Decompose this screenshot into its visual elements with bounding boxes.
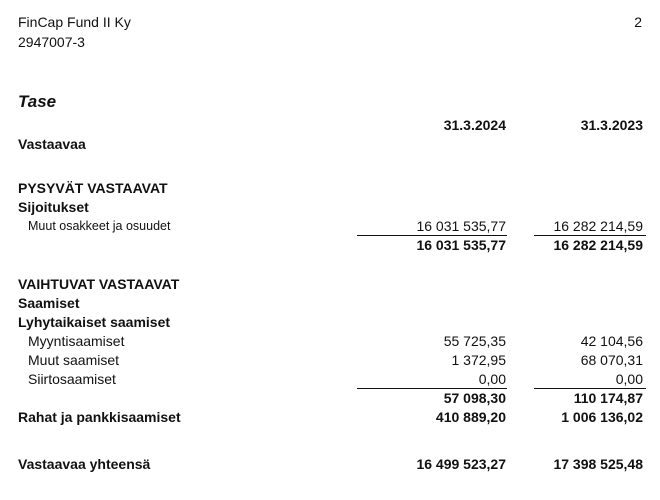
trade-receivables-2023: 42 104,56: [580, 333, 643, 349]
subtotal-rule: [357, 235, 507, 236]
fixed-assets-subtotal-2024: 16 031 535,77: [416, 237, 506, 253]
accrued-income-2024: 0,00: [478, 371, 506, 387]
subtotal-rule: [357, 388, 507, 389]
company-name: FinCap Fund II Ky: [18, 14, 131, 30]
trade-receivables-label: Myyntisaamiset: [28, 333, 125, 349]
cash-label: Rahat ja pankkisaamiset: [18, 409, 181, 425]
subtotal-rule: [534, 388, 646, 389]
other-receivables-label: Muut saamiset: [28, 352, 120, 368]
other-shares-2023: 16 282 214,59: [553, 218, 643, 234]
total-2024: 16 499 523,27: [416, 456, 506, 472]
accrued-income-2023: 0,00: [615, 371, 643, 387]
other-shares-label: Muut osakkeet ja osuudet: [28, 219, 171, 233]
other-receivables-2024: 1 372,95: [451, 352, 506, 368]
current-assets-heading: VAIHTUVAT VASTAAVAT: [18, 276, 180, 292]
page-number: 2: [634, 14, 642, 30]
fixed-assets-subtotal-2023: 16 282 214,59: [553, 237, 643, 253]
business-id: 2947007-3: [18, 34, 85, 50]
cash-2023: 1 006 136,02: [561, 409, 643, 425]
section-heading: Vastaavaa: [18, 136, 86, 152]
other-shares-2024: 16 031 535,77: [416, 218, 506, 234]
receivables-subtotal-2024: 57 098,30: [443, 390, 506, 406]
column-header-2024: 31.3.2024: [443, 117, 506, 133]
page-title: Tase: [18, 92, 57, 111]
cash-2024: 410 889,20: [435, 409, 506, 425]
receivables-heading: Saamiset: [18, 295, 80, 311]
total-label: Vastaavaa yhteensä: [18, 456, 151, 472]
accrued-income-label: Siirtosaamiset: [28, 371, 116, 387]
receivables-subtotal-2023: 110 174,87: [573, 390, 643, 406]
trade-receivables-2024: 55 725,35: [443, 333, 506, 349]
investments-heading: Sijoitukset: [18, 199, 89, 215]
total-2023: 17 398 525,48: [553, 456, 643, 472]
column-header-2023: 31.3.2023: [580, 117, 643, 133]
fixed-assets-heading: PYSYVÄT VASTAAVAT: [18, 180, 168, 196]
other-receivables-2023: 68 070,31: [580, 352, 643, 368]
short-term-receivables-heading: Lyhytaikaiset saamiset: [18, 314, 171, 330]
subtotal-rule: [534, 235, 646, 236]
